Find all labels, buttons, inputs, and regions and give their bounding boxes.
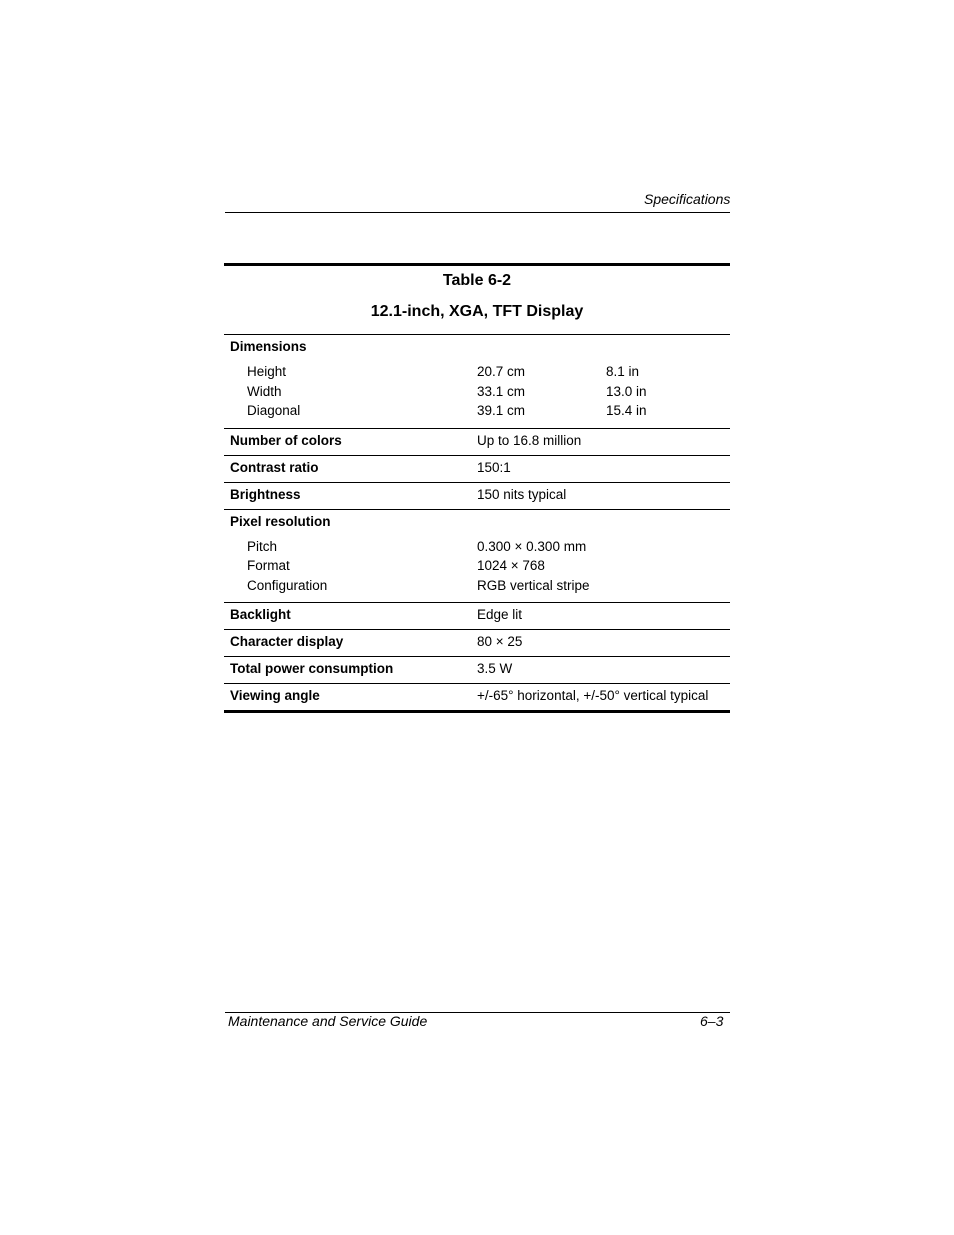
row-label: Viewing angle	[230, 688, 320, 703]
dimensions-row	[224, 335, 730, 429]
header-rule	[225, 212, 730, 213]
pixel-resolution-label: Pixel resolution	[230, 513, 331, 529]
spec-table	[224, 334, 730, 713]
pixel-configuration-row	[224, 576, 730, 596]
row-value: 150:1	[477, 459, 511, 475]
contrast-ratio-row	[224, 456, 730, 483]
sub-label: Diagonal	[247, 403, 301, 418]
sub-label: Pitch	[247, 538, 278, 554]
row-value: 150 nits typical	[477, 486, 567, 502]
sub-value: 1024 × 768	[477, 558, 545, 573]
table-title: 12.1-inch, XGA, TFT Display	[370, 303, 584, 320]
pixel-resolution-row	[224, 510, 730, 604]
backlight-row	[224, 603, 730, 630]
row-label: Total power consumption	[230, 661, 394, 676]
viewing-angle-row	[224, 684, 730, 710]
dimensions-label: Dimensions	[230, 339, 307, 354]
row-value: Up to 16.8 million	[477, 432, 582, 448]
sub-label: Configuration	[247, 577, 328, 593]
sub-label: Width	[247, 383, 282, 399]
metric-value: 20.7 cm	[477, 364, 526, 379]
pixel-format-row	[224, 556, 730, 576]
sub-value: RGB vertical stripe	[477, 577, 590, 593]
dimension-height-row	[224, 362, 730, 382]
row-label: Contrast ratio	[230, 459, 319, 475]
character-display-row	[224, 630, 730, 657]
running-header: Specifications	[644, 191, 731, 207]
metric-value: 33.1 cm	[477, 383, 526, 399]
footer-title: Maintenance and Service Guide	[228, 1013, 428, 1029]
row-label: Number of colors	[230, 432, 342, 448]
row-value: +/-65° horizontal, +/-50° vertical typical	[477, 688, 709, 703]
sub-value: 0.300 × 0.300 mm	[477, 538, 587, 554]
imperial-value: 13.0 in	[606, 383, 647, 399]
dimension-width-row	[224, 382, 730, 402]
page-number: 6–3	[700, 1013, 724, 1029]
row-value: Edge lit	[477, 607, 523, 622]
row-label: Backlight	[230, 607, 291, 622]
imperial-value: 8.1 in	[606, 364, 640, 379]
row-value: 80 × 25	[477, 634, 523, 649]
pixel-pitch-row	[224, 537, 730, 557]
number-of-colors-row	[224, 429, 730, 456]
brightness-row	[224, 483, 730, 510]
total-power-consumption-row	[224, 657, 730, 684]
sub-label: Format	[247, 558, 290, 573]
row-label: Brightness	[230, 486, 301, 502]
imperial-value: 15.4 in	[606, 403, 647, 418]
row-value: 3.5 W	[477, 661, 513, 676]
table-top-rule	[224, 263, 730, 266]
table-number: Table 6-2	[442, 272, 512, 289]
row-label: Character display	[230, 634, 344, 649]
metric-value: 39.1 cm	[477, 403, 526, 418]
sub-label: Height	[247, 364, 287, 379]
dimension-diagonal-row	[224, 401, 730, 421]
